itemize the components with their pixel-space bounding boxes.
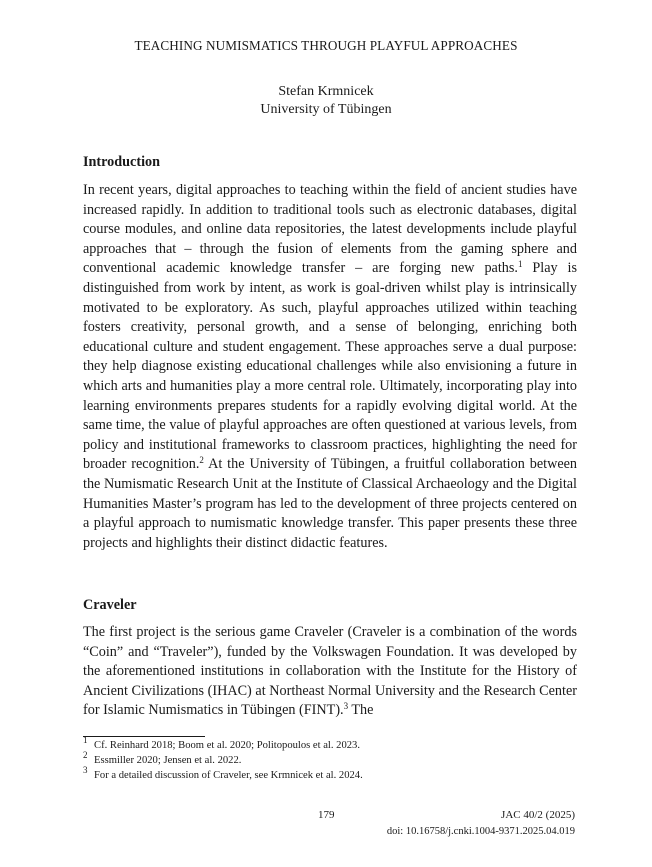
page-number: 179 — [318, 809, 335, 821]
page-footer — [0, 809, 652, 849]
text-run: The — [348, 702, 374, 719]
footnote-reference[interactable]: 3 — [343, 701, 349, 712]
footnote: $^2$ Essmiller 2020; Jensen et al. 2022. — [83, 749, 242, 766]
doi-link[interactable]: doi: 10.16758/j.cnki.1004-9371.2025.04.019 — [386, 826, 575, 837]
text-run: In recent years, digital approaches to teaching within the field of ancient studies have increased rapidly. In addition to traditional tools such as electronic databases, digital course modules, and online data repositories, the latest developments include playful approaches that – through the fusion of elements from the gaming sphere and conventional academic knowledge transfer – are forging new paths. — [83, 182, 577, 277]
introduction-paragraph — [83, 181, 577, 553]
author-block — [0, 83, 652, 119]
journal-reference: JAC 40/2 (2025) — [501, 809, 575, 821]
footnote-divider — [83, 736, 205, 737]
section-heading-craveler: Craveler — [83, 597, 137, 613]
text-run: At the University of Tübingen, a fruitful collaboration between the Numismatic Research Unit at the Institute of Classical Archaeology and the Digital Humanities Master’s program has led to the development of three projects centered on a playful approach to numismatic knowledge transfer. This paper presents these three projects and highlights their distinct didactic features. — [83, 456, 578, 551]
footnote: $^1$ Cf. Reinhard 2018; Boom et al. 2020; Politopoulos et al. 2023. — [83, 735, 361, 751]
footnotes — [83, 735, 577, 783]
text-run: The first project is the serious game Craveler (Craveler is a combination of the words “Coin” and “Traveler”), funded by the Volkswagen Foundation. It was developed by the aforementioned institutions in collaboration with the Institute for the History of Ancient Civilizations (IHAC) at Northeast Normal University and the Research Center for Islamic Numismatics in Tübingen (FINT). — [83, 624, 577, 719]
author-name: Stefan Krmnicek — [278, 84, 374, 99]
footnote: $^3$ For a detailed discussion of Craveler, see Krmnicek et al. 2024. — [83, 764, 363, 781]
footnote-reference[interactable]: 1 — [517, 259, 523, 270]
footnote-text: Essmiller 2020; Jensen et al. 2022. — [94, 754, 242, 766]
craveler-paragraph — [83, 623, 577, 721]
footnote-reference[interactable]: 2 — [199, 455, 204, 466]
running-title: TEACHING NUMISMATICS THROUGH PLAYFUL APPROACHES — [134, 38, 518, 53]
footnote-text: For a detailed discussion of Craveler, see Krmnicek et al. 2024. — [94, 769, 363, 781]
section-heading-introduction: Introduction — [83, 154, 160, 170]
text-run: Play is distinguished from work by intent, as work is goal-driven whilst play is intrinsically motivated to be exploratory. As such, playful approaches utilized within teaching fosters creativity, personal growth, and a sense of belonging, enriching both educational culture and student engagement. These approaches serve a dual purpose: they help diagnose existing educational challenges while also envisioning a future in which arts and humanities play a more central role. Ultimately, incorporating play into learning environments prepares students for a rapidly evolving digital world. At the same time, the value of playful approaches are often questioned at various levels, from policy and institutional frameworks to classroom practices, highlighting the need for broader recognition. — [83, 260, 578, 473]
author-affiliation: University of Tübingen — [260, 102, 392, 117]
footnote-text: Cf. Reinhard 2018; Boom et al. 2020; Politopoulos et al. 2023. — [94, 740, 361, 751]
